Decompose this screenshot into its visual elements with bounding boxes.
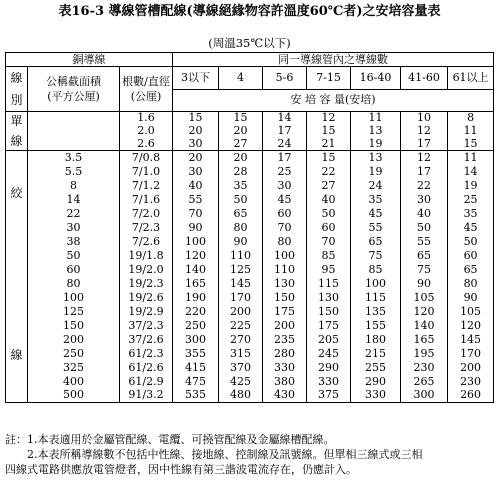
ampacity-cell: 140 bbox=[401, 319, 448, 333]
ampacity-cell: 19 bbox=[448, 179, 494, 193]
ampacity-cell: 265 bbox=[401, 375, 448, 389]
ampacity-cell: 355 bbox=[173, 347, 219, 361]
ampacity-cell: 11 bbox=[351, 112, 401, 125]
ampacity-cell: 12 bbox=[401, 125, 448, 138]
header-kind bbox=[6, 67, 28, 112]
ampacity-cell: 10 bbox=[401, 112, 448, 125]
stranded-wire-section bbox=[6, 151, 494, 403]
ampacity-cell: 200 bbox=[448, 361, 494, 375]
ampacity-cell: 70 bbox=[263, 221, 307, 235]
strand-cell: 19/2.6 bbox=[120, 291, 173, 305]
ampacity-cell: 425 bbox=[219, 375, 263, 389]
header-wire-count-group: 同一導線管內之導線數 bbox=[173, 53, 494, 67]
strand-cell: 7/2.3 bbox=[120, 221, 173, 235]
ampacity-cell: 330 bbox=[263, 361, 307, 375]
area-cell: 250 bbox=[28, 347, 120, 361]
ampacity-cell: 125 bbox=[219, 263, 263, 277]
ampacity-cell: 11 bbox=[448, 151, 494, 165]
ampacity-cell: 15 bbox=[307, 125, 351, 138]
ampacity-cell: 100 bbox=[173, 235, 219, 249]
ampacity-cell: 140 bbox=[173, 263, 219, 277]
ampacity-cell: 75 bbox=[401, 263, 448, 277]
ampacity-cell: 190 bbox=[173, 291, 219, 305]
table-row bbox=[6, 165, 494, 179]
area-cell: 60 bbox=[28, 263, 120, 277]
ampacity-cell: 375 bbox=[307, 389, 351, 403]
ampacity-cell: 13 bbox=[351, 151, 401, 165]
ampacity-cell: 90 bbox=[448, 291, 494, 305]
ampacity-cell: 150 bbox=[307, 305, 351, 319]
ampacity-cell: 380 bbox=[263, 375, 307, 389]
table-row bbox=[6, 319, 494, 333]
ampacity-cell: 14 bbox=[448, 165, 494, 179]
ampacity-cell: 110 bbox=[263, 263, 307, 277]
ampacity-cell: 15 bbox=[173, 112, 219, 125]
area-cell: 22 bbox=[28, 207, 120, 221]
table-row bbox=[6, 151, 494, 165]
table-row bbox=[6, 389, 494, 403]
ampacity-cell: 175 bbox=[263, 305, 307, 319]
ampacity-table bbox=[5, 52, 494, 403]
ampacity-cell: 85 bbox=[307, 249, 351, 263]
ampacity-cell: 19 bbox=[351, 138, 401, 151]
ampacity-cell: 270 bbox=[219, 333, 263, 347]
ampacity-cell: 35 bbox=[448, 207, 494, 221]
strand-cell: 37/2.6 bbox=[120, 333, 173, 347]
area-cell: 200 bbox=[28, 333, 120, 347]
ampacity-cell: 21 bbox=[307, 138, 351, 151]
area-cell: 30 bbox=[28, 221, 120, 235]
ampacity-cell: 300 bbox=[401, 389, 448, 403]
ampacity-cell: 65 bbox=[448, 263, 494, 277]
ampacity-cell: 165 bbox=[173, 277, 219, 291]
area-cell bbox=[28, 138, 120, 151]
ampacity-cell: 40 bbox=[401, 207, 448, 221]
ampacity-cell: 100 bbox=[263, 249, 307, 263]
ampacity-cell: 19 bbox=[351, 165, 401, 179]
header-ampacity: 安 培 容 量(安培) bbox=[173, 89, 494, 112]
table-row bbox=[6, 361, 494, 375]
kind-single-1: 單 bbox=[10, 114, 23, 128]
ampacity-cell: 50 bbox=[448, 235, 494, 249]
table-header bbox=[6, 53, 494, 112]
ampacity-cell: 110 bbox=[219, 249, 263, 263]
ampacity-cell: 230 bbox=[448, 375, 494, 389]
ampacity-cell: 20 bbox=[219, 151, 263, 165]
ampacity-cell: 145 bbox=[448, 333, 494, 347]
kind-single-2: 線 bbox=[10, 134, 23, 148]
ampacity-cell: 15 bbox=[219, 112, 263, 125]
ampacity-cell: 25 bbox=[448, 193, 494, 207]
ampacity-cell: 40 bbox=[173, 179, 219, 193]
header-kind-1: 線 bbox=[10, 71, 23, 85]
ampacity-cell: 475 bbox=[173, 375, 219, 389]
area-cell: 5.5 bbox=[28, 165, 120, 179]
header-strand-diameter: 根數/直徑 (公厘) bbox=[120, 67, 173, 112]
ampacity-cell: 480 bbox=[219, 389, 263, 403]
ampacity-cell: 170 bbox=[219, 291, 263, 305]
strand-cell: 7/1.6 bbox=[120, 193, 173, 207]
ampacity-cell: 70 bbox=[173, 207, 219, 221]
strand-cell: 19/2.0 bbox=[120, 263, 173, 277]
ampacity-cell: 60 bbox=[263, 207, 307, 221]
ampacity-cell: 17 bbox=[263, 125, 307, 138]
strand-cell: 7/1.0 bbox=[120, 165, 173, 179]
header-count-4: 7-15 bbox=[307, 67, 351, 90]
strand-cell: 19/1.8 bbox=[120, 249, 173, 263]
single-wire-section bbox=[6, 112, 494, 151]
ampacity-cell: 17 bbox=[263, 151, 307, 165]
ampacity-cell: 14 bbox=[263, 112, 307, 125]
table-row bbox=[6, 291, 494, 305]
ampacity-cell: 11 bbox=[448, 125, 494, 138]
ampacity-cell: 70 bbox=[307, 235, 351, 249]
ampacity-cell: 27 bbox=[219, 138, 263, 151]
ampacity-cell: 145 bbox=[219, 277, 263, 291]
ampacity-cell: 80 bbox=[448, 277, 494, 291]
ampacity-cell: 15 bbox=[448, 138, 494, 151]
ampacity-cell: 12 bbox=[401, 151, 448, 165]
ampacity-cell: 205 bbox=[307, 333, 351, 347]
area-cell: 100 bbox=[28, 291, 120, 305]
ampacity-cell: 135 bbox=[351, 305, 401, 319]
ampacity-cell: 100 bbox=[351, 277, 401, 291]
ampacity-cell: 65 bbox=[401, 249, 448, 263]
ampacity-cell: 13 bbox=[351, 125, 401, 138]
ampacity-cell: 215 bbox=[351, 347, 401, 361]
ampacity-cell: 165 bbox=[401, 333, 448, 347]
strand-cell: 1.6 bbox=[120, 112, 173, 125]
header-nominal-area: 公稱截面積 (平方公厘) bbox=[28, 67, 120, 112]
ampacity-cell: 8 bbox=[448, 112, 494, 125]
area-cell: 150 bbox=[28, 319, 120, 333]
ampacity-cell: 45 bbox=[263, 193, 307, 207]
kind-stranded-2: 線 bbox=[10, 348, 23, 362]
strand-cell: 91/3.2 bbox=[120, 389, 173, 403]
ampacity-cell: 65 bbox=[219, 207, 263, 221]
header-count-3: 5-6 bbox=[263, 67, 307, 90]
table-row bbox=[6, 193, 494, 207]
ampacity-cell: 105 bbox=[448, 305, 494, 319]
ampacity-cell: 200 bbox=[219, 305, 263, 319]
ampacity-cell: 170 bbox=[448, 347, 494, 361]
ampacity-cell: 15 bbox=[307, 151, 351, 165]
ampacity-cell: 25 bbox=[263, 165, 307, 179]
ampacity-cell: 50 bbox=[307, 207, 351, 221]
ampacity-cell: 250 bbox=[173, 319, 219, 333]
strand-cell: 2.6 bbox=[120, 138, 173, 151]
table-row bbox=[6, 305, 494, 319]
ampacity-cell: 290 bbox=[351, 375, 401, 389]
ampacity-cell: 45 bbox=[448, 221, 494, 235]
ampacity-cell: 85 bbox=[351, 263, 401, 277]
ampacity-cell: 80 bbox=[219, 221, 263, 235]
strand-cell: 61/2.9 bbox=[120, 375, 173, 389]
ampacity-cell: 300 bbox=[173, 333, 219, 347]
ampacity-cell: 260 bbox=[448, 389, 494, 403]
ampacity-cell: 55 bbox=[351, 221, 401, 235]
area-cell: 50 bbox=[28, 249, 120, 263]
ampacity-cell: 120 bbox=[448, 319, 494, 333]
ampacity-cell: 415 bbox=[173, 361, 219, 375]
table-notes bbox=[5, 432, 493, 477]
ampacity-cell: 120 bbox=[173, 249, 219, 263]
ampacity-cell: 90 bbox=[401, 277, 448, 291]
ampacity-cell: 20 bbox=[219, 125, 263, 138]
ampacity-cell: 75 bbox=[351, 249, 401, 263]
area-cell: 400 bbox=[28, 375, 120, 389]
ampacity-cell: 28 bbox=[219, 165, 263, 179]
note-line-1: 註：1.本表適用於金屬管配線、電纜、可撓管配線及金屬線槽配線。 bbox=[5, 433, 335, 446]
area-cell: 38 bbox=[28, 235, 120, 249]
area-cell: 325 bbox=[28, 361, 120, 375]
ampacity-cell: 245 bbox=[307, 347, 351, 361]
ampacity-cell: 20 bbox=[173, 125, 219, 138]
ampacity-cell: 20 bbox=[173, 151, 219, 165]
ampacity-cell: 50 bbox=[219, 193, 263, 207]
ampacity-cell: 255 bbox=[351, 361, 401, 375]
header-count-2: 4 bbox=[219, 67, 263, 90]
note-line-3: 四線式電路供應放電管燈者，因中性線有第三諧波電流存在，仍應計入。 bbox=[5, 463, 357, 476]
ampacity-cell: 80 bbox=[263, 235, 307, 249]
header-count-7: 61以上 bbox=[448, 67, 494, 90]
ampacity-cell: 30 bbox=[263, 179, 307, 193]
area-cell: 8 bbox=[28, 179, 120, 193]
ampacity-cell: 180 bbox=[351, 333, 401, 347]
strand-cell: 19/2.3 bbox=[120, 277, 173, 291]
ampacity-cell: 330 bbox=[307, 375, 351, 389]
ampacity-cell: 30 bbox=[173, 165, 219, 179]
ampacity-cell: 115 bbox=[351, 291, 401, 305]
ampacity-cell: 230 bbox=[401, 361, 448, 375]
table-row bbox=[6, 347, 494, 361]
ampacity-cell: 27 bbox=[307, 179, 351, 193]
ampacity-cell: 65 bbox=[351, 235, 401, 249]
ampacity-cell: 200 bbox=[263, 319, 307, 333]
ampacity-cell: 235 bbox=[263, 333, 307, 347]
ampacity-cell: 535 bbox=[173, 389, 219, 403]
strand-cell: 2.0 bbox=[120, 125, 173, 138]
area-cell: 3.5 bbox=[28, 151, 120, 165]
kind-single bbox=[6, 112, 28, 151]
table-row bbox=[6, 249, 494, 263]
ampacity-cell: 105 bbox=[401, 291, 448, 305]
ampacity-cell: 30 bbox=[401, 193, 448, 207]
area-cell: 125 bbox=[28, 305, 120, 319]
ampacity-cell: 22 bbox=[307, 165, 351, 179]
header-count-1: 3以下 bbox=[173, 67, 219, 90]
table-row bbox=[6, 277, 494, 291]
ampacity-cell: 195 bbox=[401, 347, 448, 361]
area-cell bbox=[28, 125, 120, 138]
strand-cell: 61/2.6 bbox=[120, 361, 173, 375]
ampacity-cell: 55 bbox=[401, 235, 448, 249]
table-row bbox=[6, 179, 494, 193]
ampacity-cell: 220 bbox=[173, 305, 219, 319]
ampacity-cell: 175 bbox=[307, 319, 351, 333]
ampacity-cell: 155 bbox=[351, 319, 401, 333]
ampacity-cell: 24 bbox=[351, 179, 401, 193]
table-row bbox=[6, 333, 494, 347]
ampacity-cell: 55 bbox=[173, 193, 219, 207]
ampacity-cell: 90 bbox=[173, 221, 219, 235]
ampacity-cell: 90 bbox=[219, 235, 263, 249]
ampacity-cell: 60 bbox=[448, 249, 494, 263]
area-cell: 500 bbox=[28, 389, 120, 403]
ampacity-cell: 315 bbox=[219, 347, 263, 361]
table-row bbox=[6, 375, 494, 389]
ampacity-cell: 17 bbox=[401, 138, 448, 151]
ampacity-cell: 120 bbox=[401, 305, 448, 319]
header-copper-wire: 銅導線 bbox=[6, 53, 173, 67]
header-count-5: 16-40 bbox=[351, 67, 401, 90]
area-cell: 14 bbox=[28, 193, 120, 207]
strand-cell: 19/2.9 bbox=[120, 305, 173, 319]
kind-stranded-1: 絞 bbox=[10, 186, 23, 200]
strand-cell: 7/0.8 bbox=[120, 151, 173, 165]
ampacity-cell: 35 bbox=[219, 179, 263, 193]
strand-cell: 61/2.3 bbox=[120, 347, 173, 361]
ampacity-cell: 60 bbox=[307, 221, 351, 235]
ampacity-cell: 40 bbox=[307, 193, 351, 207]
ampacity-cell: 95 bbox=[307, 263, 351, 277]
strand-cell: 7/2.0 bbox=[120, 207, 173, 221]
table-title: 表16-3 導線管槽配線(導線絕緣物容許溫度60℃者)之安培容量表 bbox=[58, 4, 441, 19]
ampacity-cell: 30 bbox=[173, 138, 219, 151]
area-cell bbox=[28, 112, 120, 125]
table-row bbox=[6, 207, 494, 221]
ampacity-cell: 50 bbox=[401, 221, 448, 235]
ampacity-cell: 130 bbox=[263, 277, 307, 291]
table-row bbox=[6, 221, 494, 235]
ampacity-cell: 130 bbox=[307, 291, 351, 305]
strand-cell: 7/2.6 bbox=[120, 235, 173, 249]
area-cell: 80 bbox=[28, 277, 120, 291]
table-row bbox=[6, 263, 494, 277]
strand-cell: 7/1.2 bbox=[120, 179, 173, 193]
ampacity-cell: 115 bbox=[307, 277, 351, 291]
header-kind-2: 別 bbox=[10, 93, 23, 107]
ampacity-cell: 22 bbox=[401, 179, 448, 193]
strand-cell: 37/2.3 bbox=[120, 319, 173, 333]
ampacity-cell: 24 bbox=[263, 138, 307, 151]
table-subtitle: (周溫35℃以下) bbox=[208, 36, 291, 50]
ampacity-cell: 225 bbox=[219, 319, 263, 333]
header-count-6: 41-60 bbox=[401, 67, 448, 90]
table-row bbox=[6, 235, 494, 249]
ampacity-cell: 430 bbox=[263, 389, 307, 403]
note-line-2: 2.本表所稱導線數不包括中性線、接地線、控制線及訊號線。但單相三線式或三相 bbox=[27, 448, 423, 461]
ampacity-cell: 150 bbox=[263, 291, 307, 305]
ampacity-cell: 370 bbox=[219, 361, 263, 375]
ampacity-cell: 12 bbox=[307, 112, 351, 125]
ampacity-cell: 17 bbox=[401, 165, 448, 179]
ampacity-cell: 35 bbox=[351, 193, 401, 207]
ampacity-cell: 45 bbox=[351, 207, 401, 221]
ampacity-cell: 280 bbox=[263, 347, 307, 361]
ampacity-cell: 290 bbox=[307, 361, 351, 375]
ampacity-cell: 330 bbox=[351, 389, 401, 403]
kind-stranded bbox=[6, 151, 28, 403]
